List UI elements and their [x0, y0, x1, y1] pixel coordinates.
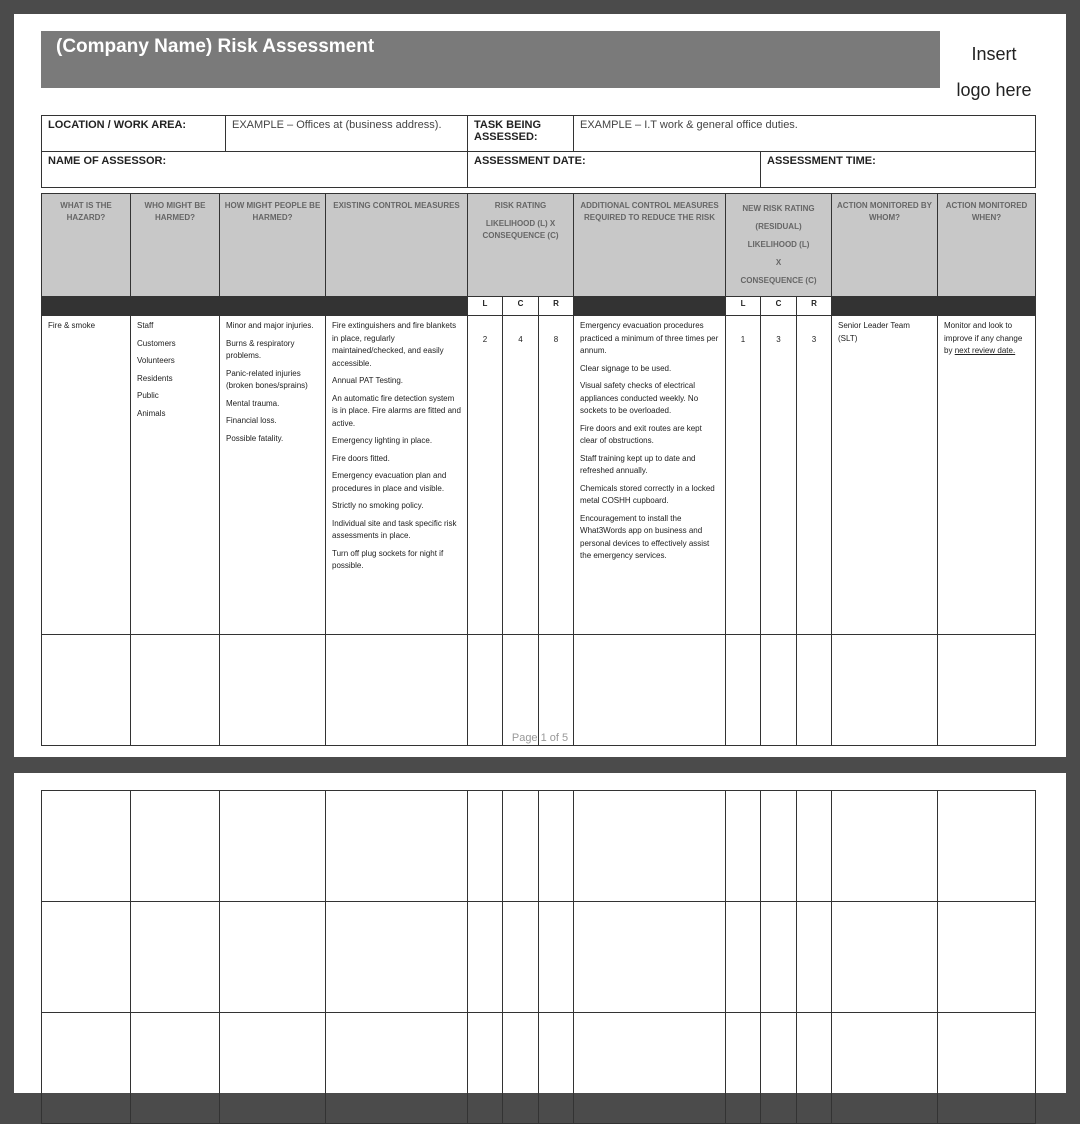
- risk-table-continued: [41, 790, 1036, 1124]
- risk-cell[interactable]: 8: [539, 316, 574, 635]
- cell-item: Residents: [137, 373, 173, 383]
- header-new-risk-rating: [726, 194, 832, 297]
- cell-item: Panic-related injuries (broken bones/sprains): [226, 368, 308, 390]
- logo-text-2: logo here: [956, 80, 1032, 100]
- cell-item: Financial loss.: [226, 416, 277, 425]
- assessment-time-field[interactable]: ASSESSMENT TIME:: [761, 152, 1036, 188]
- likelihood-cell[interactable]: 2: [468, 316, 503, 635]
- page-1: [14, 14, 1066, 757]
- cell-item: Encouragement to install the What3Words app on business and personal devices to effectively assist the emergency services.: [580, 513, 710, 560]
- new-likelihood-cell[interactable]: 1: [726, 316, 761, 635]
- when-link-text: next review date.: [954, 346, 1016, 355]
- header-hazard: WHAT IS THE HAZARD?: [42, 194, 131, 297]
- cell-item: Chemicals stored correctly in a locked metal COSHH cupboard.: [580, 483, 715, 505]
- l-label: L: [468, 297, 503, 316]
- assessment-date-field[interactable]: ASSESSMENT DATE:: [468, 152, 761, 188]
- location-label: LOCATION / WORK AREA:: [42, 116, 226, 152]
- title-bar: [41, 31, 940, 88]
- cell-item: Clear signage to be used.: [580, 363, 672, 373]
- page-2: [14, 773, 1066, 1093]
- empty-row[interactable]: [42, 791, 1036, 902]
- header-how: HOW MIGHT PEOPLE BE HARMED?: [220, 194, 326, 297]
- how-cell[interactable]: [220, 316, 326, 635]
- new-r-label: R: [797, 297, 832, 316]
- new-l-label: L: [726, 297, 761, 316]
- consequence-cell[interactable]: 4: [503, 316, 539, 635]
- cell-item: Animals: [137, 408, 166, 418]
- cell-item: Fire doors fitted.: [332, 453, 390, 463]
- new-rating-l3: LIKELIHOOD (L): [747, 240, 810, 249]
- cell-item: Fire extinguishers and fire blankets in place, regularly maintained/checked, and easily accessible.: [332, 321, 457, 368]
- assessor-field[interactable]: NAME OF ASSESSOR:: [42, 152, 468, 188]
- header-additional: ADDITIONAL CONTROL MEASURES REQUIRED TO REDUCE THE RISK: [574, 194, 726, 297]
- cell-item: An automatic fire detection system is in place. Fire alarms are fitted and active.: [332, 393, 461, 428]
- logo-text-1: Insert: [971, 44, 1017, 64]
- hazard-cell[interactable]: Fire & smoke: [42, 316, 131, 635]
- cell-item: Annual PAT Testing.: [332, 376, 404, 385]
- cell-item: Fire doors and exit routes are kept clear of obstructions.: [580, 423, 702, 445]
- cell-item: Minor and major injuries.: [226, 321, 314, 330]
- cell-item: Emergency lighting in place.: [332, 436, 433, 445]
- cell-item: Volunteers: [137, 356, 175, 365]
- empty-row[interactable]: [42, 902, 1036, 1013]
- cell-item: Strictly no smoking policy.: [332, 501, 424, 510]
- risk-table: [41, 193, 1036, 746]
- new-rating-l4: X: [775, 258, 782, 267]
- header-by-whom: ACTION MONITORED BY WHOM?: [832, 194, 938, 297]
- header-when: ACTION MONITORED WHEN?: [938, 194, 1036, 297]
- empty-row[interactable]: [42, 635, 1036, 746]
- header-existing: EXISTING CONTROL MEASURES: [326, 194, 468, 297]
- risk-rating-sub: LIKELIHOOD (L) X CONSEQUENCE (C): [482, 219, 559, 240]
- cell-item: Mental trauma.: [226, 398, 280, 408]
- cell-item: Possible fatality.: [226, 433, 284, 443]
- table-row: [42, 316, 1036, 635]
- document-title: (Company Name) Risk Assessment: [56, 36, 375, 57]
- header-who: WHO MIGHT BE HARMED?: [131, 194, 220, 297]
- cell-item: Staff training kept up to date and refreshed annually.: [580, 453, 696, 475]
- cell-item: Customers: [137, 338, 176, 348]
- cell-item: Public: [137, 391, 159, 400]
- new-rating-l5: CONSEQUENCE (C): [740, 276, 817, 285]
- c-label: C: [503, 297, 539, 316]
- r-label: R: [539, 297, 574, 316]
- new-risk-cell[interactable]: 3: [797, 316, 832, 635]
- cell-item: Burns & respiratory problems.: [226, 338, 295, 360]
- additional-cell[interactable]: [574, 316, 726, 635]
- cell-item: Visual safety checks of electrical appliances conducted weekly. No sockets to be overloaded.: [580, 381, 699, 415]
- new-rating-l2: (RESIDUAL): [755, 222, 802, 231]
- cell-item: Turn off plug sockets for night if possible.: [332, 548, 444, 570]
- header-risk-rating: [468, 194, 574, 297]
- by-whom-cell[interactable]: Senior Leader Team (SLT): [832, 316, 938, 635]
- task-label: TASK BEING ASSESSED:: [468, 116, 574, 152]
- cell-item: Individual site and task specific risk assessments in place.: [332, 518, 457, 540]
- cell-item: Emergency evacuation plan and procedures in place and visible.: [332, 471, 447, 493]
- task-field[interactable]: EXAMPLE – I.T work & general office duties.: [574, 116, 1036, 152]
- info-table: [41, 115, 1036, 188]
- when-text: Monitor and look to improve if any change by: [944, 321, 1023, 355]
- who-cell[interactable]: [131, 316, 220, 635]
- logo-placeholder: [949, 36, 1039, 108]
- new-rating-l1: NEW RISK RATING: [742, 204, 815, 213]
- page-number: Page 1 of 5: [511, 732, 569, 744]
- location-field[interactable]: EXAMPLE – Offices at (business address).: [226, 116, 468, 152]
- empty-row[interactable]: [42, 1013, 1036, 1124]
- cell-item: Emergency evacuation procedures practiced a minimum of three times per annum.: [580, 321, 719, 355]
- new-consequence-cell[interactable]: 3: [761, 316, 797, 635]
- risk-rating-title: RISK RATING: [494, 201, 547, 210]
- cell-item: Staff: [137, 321, 154, 330]
- existing-cell[interactable]: [326, 316, 468, 635]
- new-c-label: C: [761, 297, 797, 316]
- when-cell[interactable]: [938, 316, 1036, 635]
